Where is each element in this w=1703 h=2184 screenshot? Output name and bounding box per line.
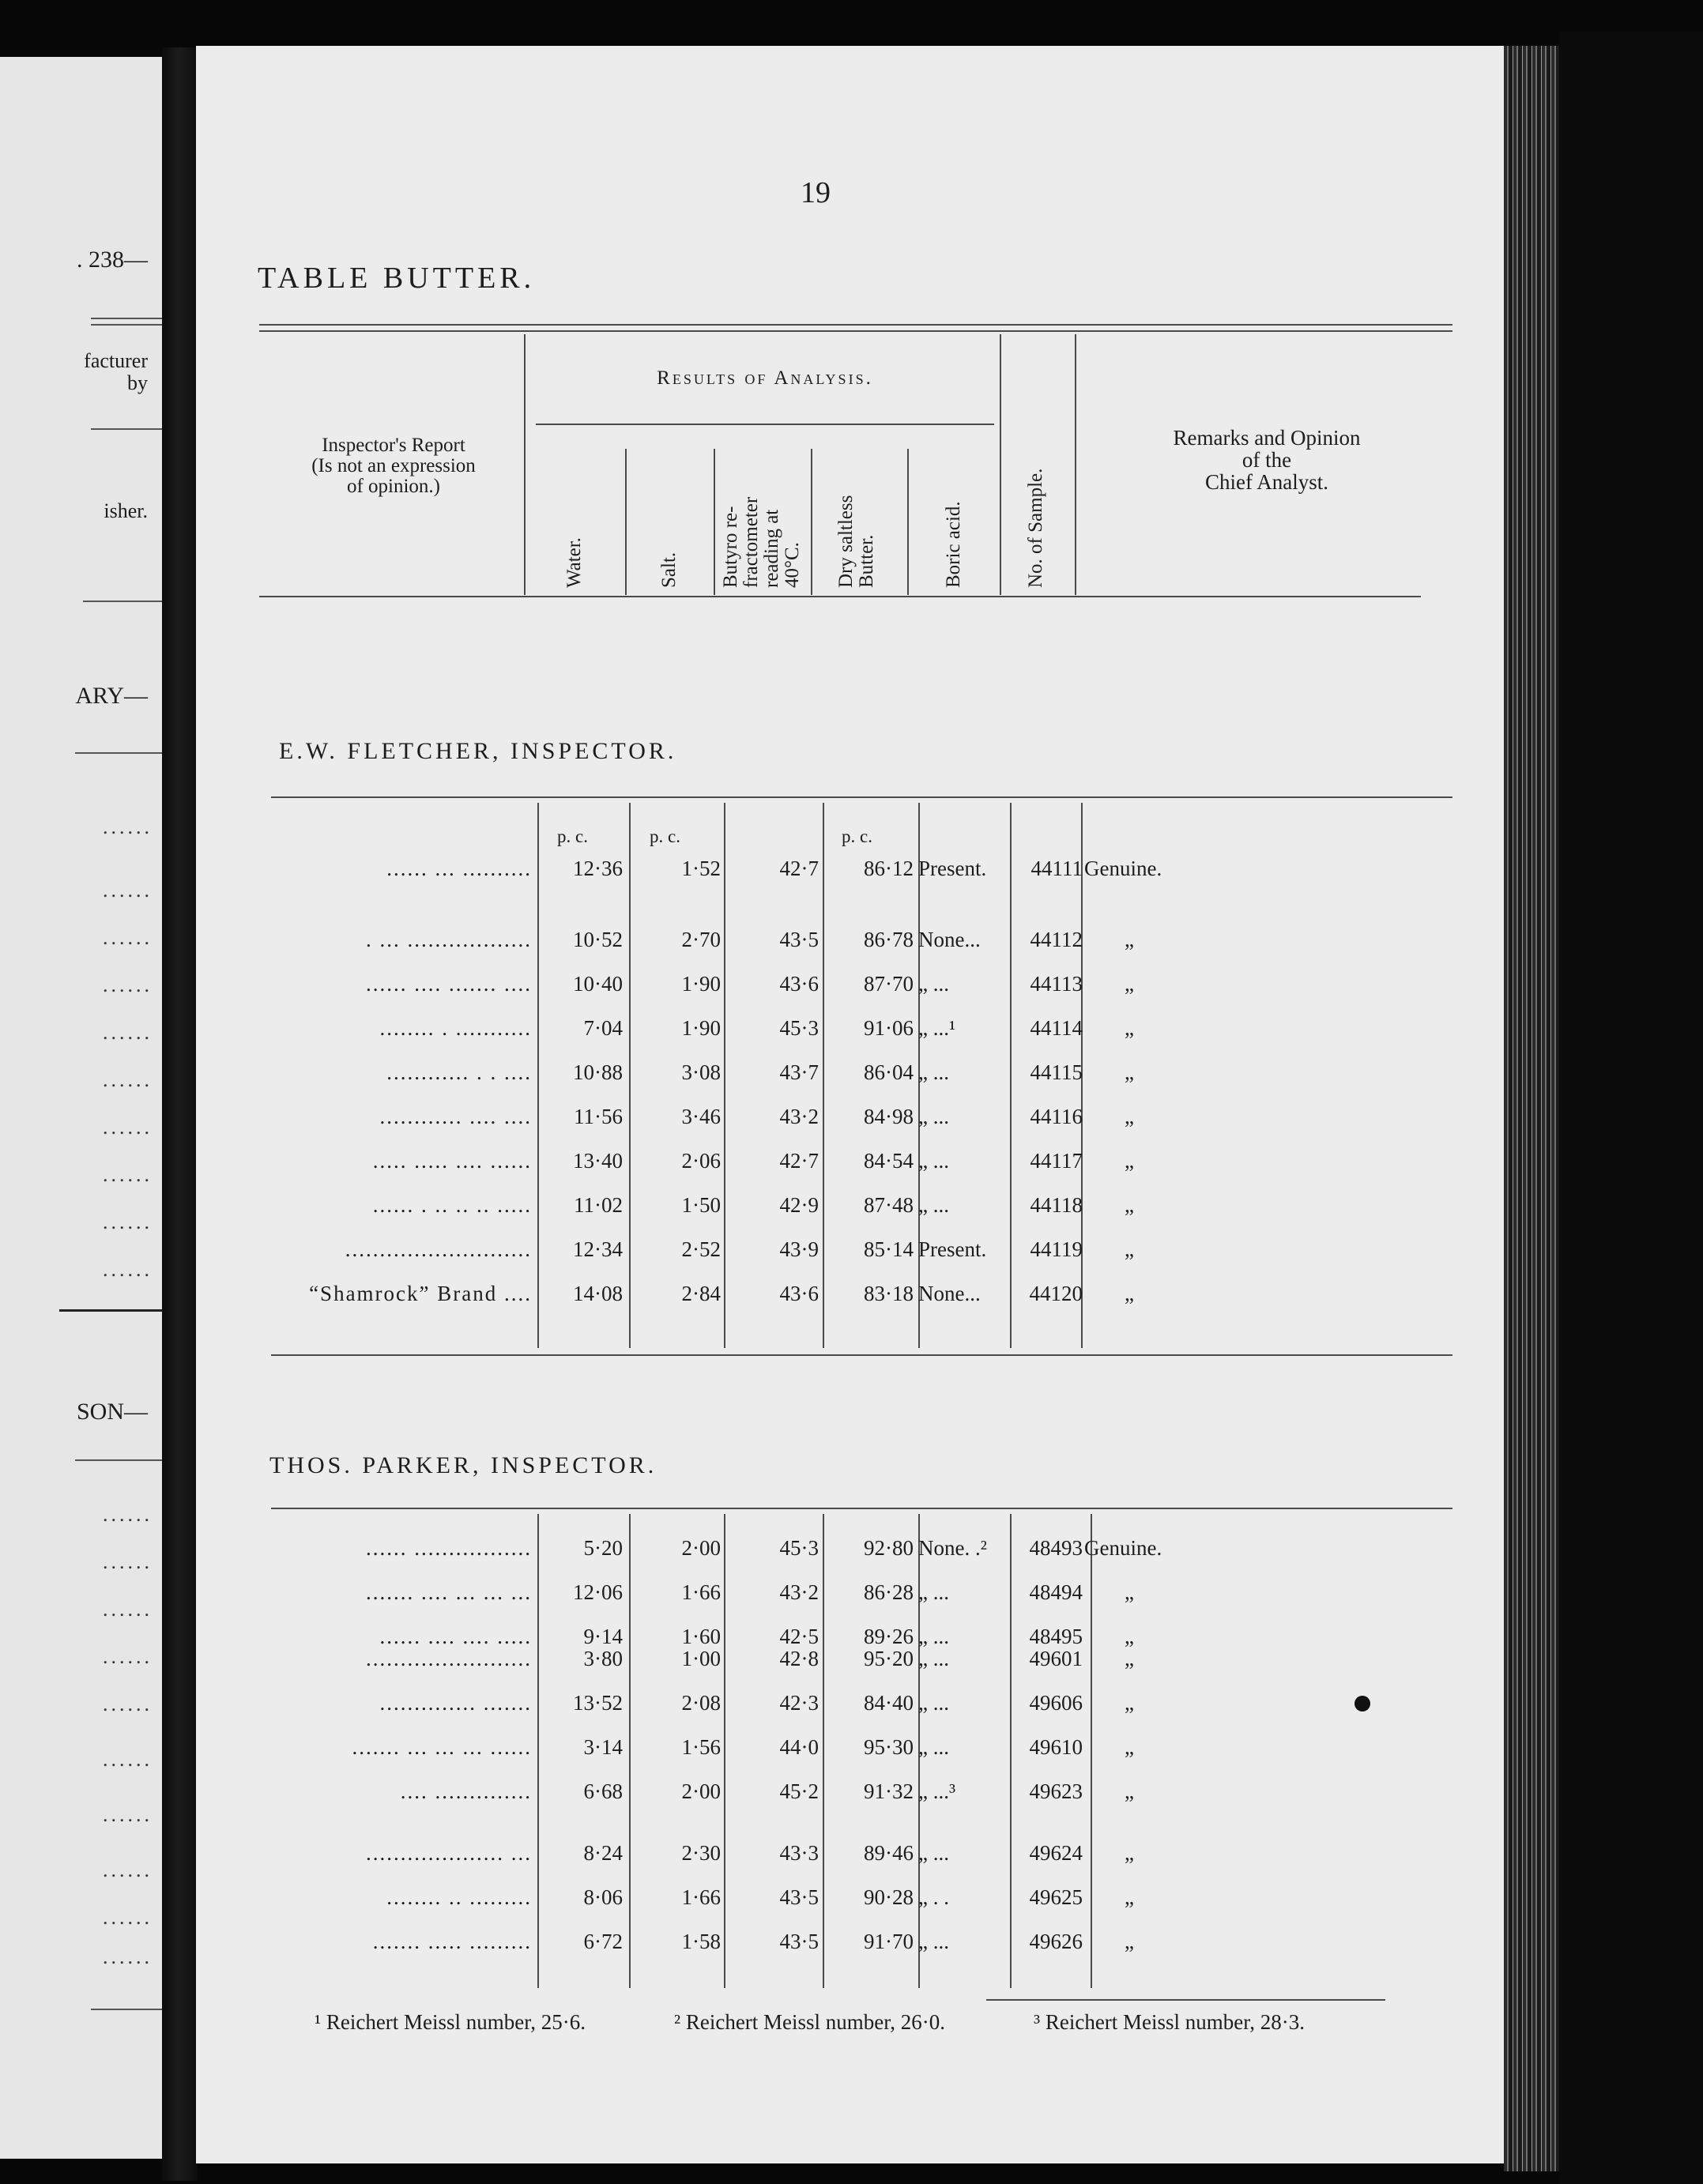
- left-dots: ......: [103, 1803, 153, 1826]
- col-divider: [629, 1514, 631, 1988]
- left-dots: ......: [103, 1116, 153, 1139]
- header-top-rule: [259, 330, 1452, 332]
- left-rule: [91, 324, 162, 326]
- left-dots: ......: [103, 1858, 153, 1881]
- section-top-rule: [271, 796, 1452, 798]
- cell-sample: 44117: [1030, 1149, 1083, 1173]
- left-dots: ......: [103, 1211, 153, 1233]
- cell-salt: 2·06: [681, 1149, 721, 1173]
- cell-report: ........ .. .........: [386, 1885, 532, 1909]
- cell-dry: 89·26: [864, 1625, 914, 1648]
- cell-water: 14·08: [573, 1282, 623, 1305]
- unit-label-salt: p. c.: [650, 827, 680, 846]
- cell-dry: 91·70: [864, 1930, 914, 1953]
- cell-dry: 92·80: [864, 1536, 914, 1560]
- results-underline: [536, 424, 994, 425]
- header-col-divider: [811, 449, 812, 595]
- page-number: 19: [801, 176, 831, 209]
- col-divider: [823, 803, 824, 1348]
- cell-report: .............. .......: [379, 1691, 532, 1715]
- cell-remarks: „: [1125, 1016, 1134, 1040]
- cell-salt: 2·52: [681, 1237, 721, 1261]
- cell-butyro: 45·3: [779, 1536, 819, 1560]
- cell-remarks: „: [1125, 1841, 1134, 1865]
- cell-water: 3·80: [583, 1647, 623, 1670]
- cell-salt: 3·46: [681, 1105, 721, 1128]
- cell-report: “Shamrock” Brand ....: [309, 1282, 532, 1305]
- left-dots: ......: [103, 879, 153, 902]
- cell-butyro: 43·7: [779, 1060, 819, 1084]
- cell-dry: 84·54: [864, 1149, 914, 1173]
- cell-report: ........................: [366, 1647, 532, 1670]
- left-dots: ......: [103, 1693, 153, 1715]
- adjacent-page-left: [0, 57, 162, 2159]
- cell-dry: 95·20: [864, 1647, 914, 1670]
- cell-butyro: 42·5: [779, 1625, 819, 1648]
- inspector-section-title: E.W. FLETCHER, INSPECTOR.: [279, 738, 677, 764]
- cell-dry: 86·28: [864, 1580, 914, 1604]
- left-dots: ......: [103, 1945, 153, 1968]
- cell-remarks: „: [1125, 1282, 1134, 1305]
- header-col-divider: [1000, 334, 1001, 595]
- inspector-section-title: THOS. PARKER, INSPECTOR.: [269, 1452, 657, 1478]
- cell-salt: 2·00: [681, 1536, 721, 1560]
- cell-salt: 2·84: [681, 1282, 721, 1305]
- left-dots: ......: [103, 1550, 153, 1573]
- cell-butyro: 43·5: [779, 1885, 819, 1909]
- book-spine: [1504, 46, 1559, 2171]
- left-dots: ......: [103, 1258, 153, 1281]
- cell-report: ...... . .. .. .. .....: [372, 1193, 532, 1217]
- cell-report: ...........................: [345, 1237, 532, 1261]
- cell-sample: 44116: [1030, 1105, 1083, 1128]
- cell-sample: 49624: [1029, 1841, 1083, 1865]
- cell-report: .................... ...: [366, 1841, 532, 1865]
- cell-water: 13·52: [573, 1691, 623, 1715]
- left-dots: ......: [103, 1598, 153, 1621]
- dry-saltless-header: Dry saltless Butter.: [835, 495, 877, 588]
- left-dots: ......: [103, 973, 153, 996]
- cell-water: 6·72: [583, 1930, 623, 1953]
- cell-salt: 2·08: [681, 1691, 721, 1715]
- cell-sample: 49623: [1029, 1779, 1083, 1803]
- header-bottom-rule: [259, 596, 1421, 597]
- cell-remarks: „: [1125, 1105, 1134, 1128]
- cell-water: 11·02: [574, 1193, 623, 1217]
- cell-remarks: „: [1125, 1930, 1134, 1953]
- col-divider: [537, 1514, 539, 1988]
- cell-report: ....... ... ... ... ......: [352, 1735, 532, 1759]
- cell-salt: 1·60: [681, 1625, 721, 1648]
- cell-boric: „ ...: [918, 1580, 949, 1604]
- left-dots: ......: [103, 1503, 153, 1526]
- cell-butyro: 42·3: [779, 1691, 819, 1715]
- footnote-3: ³ Reichert Meissl number, 28·3.: [1034, 2010, 1305, 2034]
- cell-boric: „ ...: [918, 1149, 949, 1173]
- water-header: Water.: [563, 537, 585, 588]
- book-gutter: [162, 47, 198, 2181]
- cell-dry: 90·28: [864, 1885, 914, 1909]
- left-rule: [59, 1309, 162, 1312]
- document-page: [196, 46, 1504, 2163]
- cell-butyro: 45·3: [779, 1016, 819, 1040]
- left-dots: ......: [103, 1021, 153, 1044]
- cell-sample: 44118: [1030, 1193, 1083, 1217]
- cell-dry: 85·14: [864, 1237, 914, 1261]
- footnote-2: ² Reichert Meissl number, 26·0.: [674, 2010, 945, 2034]
- cell-butyro: 44·0: [779, 1735, 819, 1759]
- col-divider: [1091, 1514, 1092, 1988]
- cell-water: 11·56: [574, 1105, 623, 1128]
- cell-boric: „ ...: [918, 1735, 949, 1759]
- cell-report: ........ . ...........: [379, 1016, 532, 1040]
- cell-salt: 1·56: [681, 1735, 721, 1759]
- cell-sample: 49601: [1029, 1647, 1083, 1670]
- left-dots: ......: [103, 1645, 153, 1668]
- cell-sample: 49610: [1029, 1735, 1083, 1759]
- cell-butyro: 43·9: [779, 1237, 819, 1261]
- cell-dry: 89·46: [864, 1841, 914, 1865]
- cell-sample: 48493: [1029, 1536, 1083, 1560]
- left-rule: [83, 601, 162, 602]
- header-col-divider: [907, 449, 909, 595]
- cell-remarks: Genuine.: [1084, 1536, 1162, 1560]
- cell-remarks: Genuine.: [1084, 857, 1162, 880]
- cell-dry: 86·12: [864, 857, 914, 880]
- cell-boric: „ ...: [918, 1625, 949, 1648]
- cell-butyro: 43·5: [779, 928, 819, 951]
- cell-remarks: „: [1125, 1691, 1134, 1715]
- cell-dry: 83·18: [864, 1282, 914, 1305]
- cell-report: ............ .... ....: [379, 1105, 532, 1128]
- cell-boric: None...: [918, 928, 981, 951]
- cell-report: ...... ... ..........: [386, 857, 532, 880]
- cell-dry: 84·40: [864, 1691, 914, 1715]
- cell-boric: „ ...: [918, 1930, 949, 1953]
- cell-sample: 49625: [1029, 1885, 1083, 1909]
- unit-label-water: p. c.: [557, 827, 588, 846]
- cell-report: ....... .... ... ... ...: [366, 1580, 532, 1604]
- cell-sample: 44113: [1030, 972, 1083, 996]
- cell-salt: 2·30: [681, 1841, 721, 1865]
- cell-remarks: „: [1125, 1779, 1134, 1803]
- cell-report: ....... ..... .........: [372, 1930, 532, 1953]
- cell-water: 12·06: [573, 1580, 623, 1604]
- cell-boric: „ ...¹: [918, 1016, 956, 1040]
- cell-remarks: „: [1125, 1580, 1134, 1604]
- left-rule: [91, 318, 162, 319]
- cell-butyro: 43·3: [779, 1841, 819, 1865]
- cell-report: ............ . . ....: [386, 1060, 532, 1084]
- cell-butyro: 43·2: [779, 1580, 819, 1604]
- boric-acid-header: Boric acid.: [943, 501, 964, 588]
- cell-remarks: „: [1125, 1647, 1134, 1670]
- cell-boric: „ ...: [918, 1841, 949, 1865]
- left-page-number-fragment: . 238—: [77, 247, 148, 273]
- left-dots: ......: [103, 926, 153, 949]
- left-section-2: SON—: [76, 1399, 148, 1425]
- cell-butyro: 43·5: [779, 1930, 819, 1953]
- cell-boric: None...: [918, 1282, 981, 1305]
- cell-butyro: 43·2: [779, 1105, 819, 1128]
- left-header-line: facturer: [84, 349, 148, 372]
- cell-report: ..... ..... .... ......: [372, 1149, 532, 1173]
- cell-water: 6·68: [583, 1779, 623, 1803]
- cell-water: 7·04: [583, 1016, 623, 1040]
- cell-salt: 1·66: [681, 1580, 721, 1604]
- cell-salt: 2·70: [681, 928, 721, 951]
- cell-remarks: „: [1125, 1060, 1134, 1084]
- page-title: TABLE BUTTER.: [258, 262, 536, 295]
- cell-salt: 1·58: [681, 1930, 721, 1953]
- cell-water: 12·36: [573, 857, 623, 880]
- ink-blot: [1354, 1696, 1370, 1711]
- cell-sample: 44111: [1030, 857, 1083, 880]
- cell-remarks: „: [1125, 1625, 1134, 1648]
- header-col-divider: [625, 449, 627, 595]
- cell-butyro: 42·7: [779, 1149, 819, 1173]
- col-divider: [823, 1514, 824, 1988]
- cell-salt: 1·50: [681, 1193, 721, 1217]
- cell-report: ...... .... ....... ....: [366, 972, 532, 996]
- cell-water: 13·40: [573, 1149, 623, 1173]
- cell-salt: 3·08: [681, 1060, 721, 1084]
- cell-sample: 44115: [1030, 1060, 1083, 1084]
- cell-water: 10·88: [573, 1060, 623, 1084]
- cell-boric: „ ...: [918, 1193, 949, 1217]
- col-divider: [537, 803, 539, 1348]
- col-divider: [724, 803, 725, 1348]
- cell-sample: 44114: [1030, 1016, 1083, 1040]
- cell-report: ...... .... .... .....: [379, 1625, 532, 1648]
- col-divider: [629, 803, 631, 1348]
- cell-sample: 44120: [1029, 1282, 1083, 1305]
- cell-boric: „ ...: [918, 1105, 949, 1128]
- left-col-text: isher.: [104, 499, 148, 522]
- cell-boric: „ ...³: [918, 1779, 956, 1803]
- left-dots: ......: [103, 815, 153, 838]
- cell-remarks: „: [1125, 1193, 1134, 1217]
- cell-remarks: „: [1125, 928, 1134, 951]
- cell-dry: 84·98: [864, 1105, 914, 1128]
- cell-boric: „ ...: [918, 1691, 949, 1715]
- cell-water: 8·06: [583, 1885, 623, 1909]
- footnote-1: ¹ Reichert Meissl number, 25·6.: [315, 2010, 586, 2034]
- cell-boric: Present.: [918, 1237, 987, 1261]
- cell-remarks: „: [1125, 1149, 1134, 1173]
- cell-remarks: „: [1125, 1237, 1134, 1261]
- remarks-header: Remarks and Opinion of the Chief Analyst.: [1173, 426, 1361, 494]
- cell-dry: 87·70: [864, 972, 914, 996]
- cell-water: 12·34: [573, 1237, 623, 1261]
- butyro-header: Butyro re- fractometer reading at 40°C.: [720, 496, 803, 588]
- left-rule: [75, 752, 162, 754]
- left-section-1: ARY—: [75, 683, 148, 709]
- cell-salt: 1·90: [681, 1016, 721, 1040]
- cell-dry: 95·30: [864, 1735, 914, 1759]
- cell-butyro: 42·8: [779, 1647, 819, 1670]
- cell-water: 10·52: [573, 928, 623, 951]
- cell-water: 8·24: [583, 1841, 623, 1865]
- cell-butyro: 42·7: [779, 857, 819, 880]
- cell-dry: 86·04: [864, 1060, 914, 1084]
- cell-butyro: 42·9: [779, 1193, 819, 1217]
- cell-water: 9·14: [583, 1625, 623, 1648]
- left-rule: [91, 2009, 162, 2010]
- cell-butyro: 43·6: [779, 972, 819, 996]
- cell-butyro: 43·6: [779, 1282, 819, 1305]
- cell-sample: 48494: [1029, 1580, 1083, 1604]
- cell-boric: „ ...: [918, 1647, 949, 1670]
- cell-salt: 1·66: [681, 1885, 721, 1909]
- cell-dry: 91·06: [864, 1016, 914, 1040]
- cell-sample: 48495: [1029, 1625, 1083, 1648]
- cell-sample: 49626: [1029, 1930, 1083, 1953]
- section-bottom-rule: [271, 1354, 1452, 1356]
- cell-dry: 87·48: [864, 1193, 914, 1217]
- cell-sample: 44119: [1030, 1237, 1083, 1261]
- header-col-divider: [1075, 334, 1076, 595]
- left-dots: ......: [103, 1068, 153, 1091]
- cell-boric: Present.: [918, 857, 987, 880]
- section-top-rule: [271, 1508, 1452, 1509]
- col-divider: [724, 1514, 725, 1988]
- sample-number-header: No. of Sample.: [1025, 468, 1046, 588]
- cell-remarks: „: [1125, 972, 1134, 996]
- cell-water: 10·40: [573, 972, 623, 996]
- cell-dry: 91·32: [864, 1779, 914, 1803]
- cell-salt: 1·52: [681, 857, 721, 880]
- header-col-divider: [714, 449, 715, 595]
- footnote-rule: [986, 1999, 1385, 2001]
- cell-remarks: „: [1125, 1885, 1134, 1909]
- cell-dry: 86·78: [864, 928, 914, 951]
- cell-boric: None. .²: [918, 1536, 987, 1560]
- left-dots: ......: [103, 1163, 153, 1186]
- cell-salt: 1·90: [681, 972, 721, 996]
- cell-report: . ... ..................: [366, 928, 532, 951]
- cell-butyro: 45·2: [779, 1779, 819, 1803]
- left-rule: [91, 428, 162, 430]
- left-header-line: by: [127, 371, 148, 394]
- cell-salt: 1·00: [681, 1647, 721, 1670]
- cell-sample: 44112: [1030, 928, 1083, 951]
- salt-header: Salt.: [658, 552, 680, 588]
- scan-background: [1559, 32, 1703, 2184]
- cell-remarks: „: [1125, 1735, 1134, 1759]
- header-top-rule: [259, 324, 1452, 326]
- cell-boric: „ ...: [918, 972, 949, 996]
- cell-boric: „ ...: [918, 1060, 949, 1084]
- cell-report: .... ..............: [400, 1779, 532, 1803]
- cell-salt: 2·00: [681, 1779, 721, 1803]
- cell-water: 3·14: [583, 1735, 623, 1759]
- cell-boric: „ . .: [918, 1885, 949, 1909]
- left-dots: ......: [103, 1906, 153, 1929]
- left-rule: [75, 1459, 162, 1461]
- inspector-report-header: Inspector's Report (Is not an expression of opinion.): [311, 435, 476, 497]
- results-of-analysis-header: Results of Analysis.: [657, 367, 873, 389]
- unit-label-dry: p. c.: [842, 827, 872, 846]
- cell-report: ...... .................: [366, 1536, 532, 1560]
- cell-water: 5·20: [583, 1536, 623, 1560]
- cell-sample: 49606: [1029, 1691, 1083, 1715]
- left-dots: ......: [103, 1748, 153, 1771]
- header-col-divider: [524, 334, 526, 595]
